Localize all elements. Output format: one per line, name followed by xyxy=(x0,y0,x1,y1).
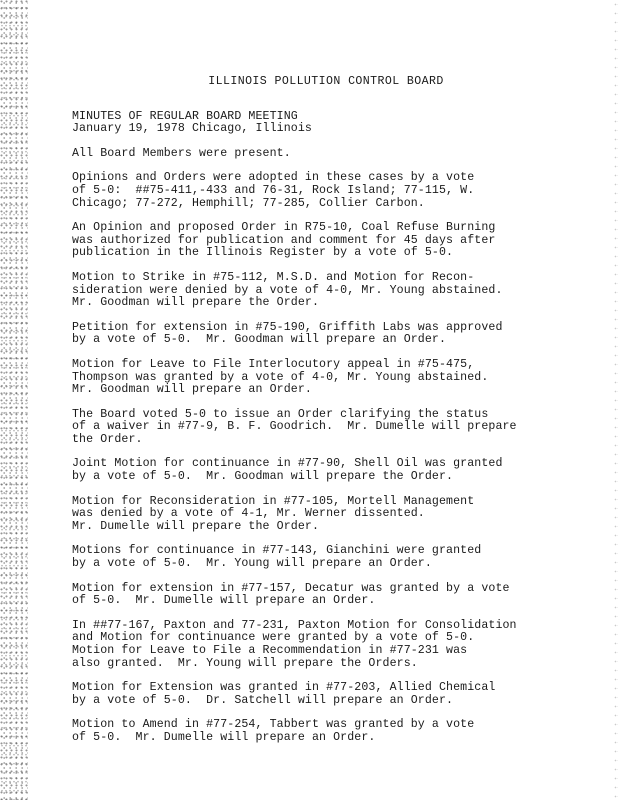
paragraph-line: Mr. Goodman will prepare an Order. xyxy=(72,383,312,397)
paragraph-line: was authorized for publication and comment for 45 days after xyxy=(72,233,496,247)
paragraph-line: of 5-0. Mr. Dumelle will prepare an Order. xyxy=(72,730,376,744)
paragraph-line: Motion to Amend in #77-254, Tabbert was granted by a vote xyxy=(72,718,475,732)
minutes-paragraph xyxy=(72,583,542,608)
scan-noise-left-edge xyxy=(0,0,28,800)
minutes-paragraph xyxy=(72,359,542,397)
paragraph-line: In ##77-167, Paxton and 77-231, Paxton Motion for Consolidation xyxy=(72,618,517,632)
paragraph-line: publication in the Illinois Register by a vote of 5-0. xyxy=(72,246,454,260)
document-title: ILLINOIS POLLUTION CONTROL BOARD xyxy=(208,75,444,88)
paragraph-line: sideration were denied by a vote of 4-0, Mr. Young abstained. xyxy=(72,283,503,297)
paragraph-line: Motions for continuance in #77-143, Gianchini were granted xyxy=(72,544,482,558)
paragraph-line: All Board Members were present. xyxy=(72,146,291,160)
paragraph-line: of a waiver in #77-9, B. F. Goodrich. Mr. Dumelle will prepare xyxy=(72,420,517,434)
document-body xyxy=(72,76,542,757)
minutes-paragraph xyxy=(72,272,542,310)
paragraph-line: by a vote of 5-0. Mr. Young will prepare an Order. xyxy=(72,557,432,571)
paragraph-line: Chicago; 77-272, Hemphill; 77-285, Collier Carbon. xyxy=(72,196,425,210)
paragraph-line: Motion for Reconsideration in #77-105, Mortell Management xyxy=(72,494,475,508)
minutes-paragraph xyxy=(72,458,542,483)
paragraph-line: Opinions and Orders were adopted in these cases by a vote xyxy=(72,171,475,185)
paragraph-line: of 5-0: ##75-411,-433 and 76-31, Rock Island; 77-115, W. xyxy=(72,183,475,197)
paragraph-line: Petition for extension in #75-190, Griffith Labs was approved xyxy=(72,320,503,334)
paragraph-line: the Order. xyxy=(72,432,143,446)
paragraph-line: and Motion for continuance were granted by a vote of 5-0. xyxy=(72,631,475,645)
minutes-paragraph xyxy=(72,172,542,210)
minutes-paragraph xyxy=(72,322,542,347)
paragraph-line: Joint Motion for continuance in #77-90, Shell Oil was granted xyxy=(72,457,503,471)
minutes-paragraph xyxy=(72,148,542,161)
minutes-paragraph xyxy=(72,409,542,447)
heading-date-line: January 19, 1978 Chicago, Illinois xyxy=(72,122,312,136)
minutes-paragraph xyxy=(72,682,542,707)
paragraph-line: Motion for extension in #77-157, Decatur was granted by a vote xyxy=(72,581,510,595)
minutes-paragraph xyxy=(72,620,542,670)
paragraph-line: Thompson was granted by a vote of 4-0, Mr. Young abstained. xyxy=(72,370,489,384)
paragraph-line: by a vote of 5-0. Dr. Satchell will prepare an Order. xyxy=(72,693,454,707)
minutes-paragraph xyxy=(72,719,542,744)
heading-line: MINUTES OF REGULAR BOARD MEETING xyxy=(72,109,298,123)
minutes-paragraphs xyxy=(72,148,542,745)
paragraph-line: by a vote of 5-0. Mr. Goodman will prepare the Order. xyxy=(72,470,454,484)
paragraph-line: also granted. Mr. Young will prepare the Orders. xyxy=(72,656,418,670)
meeting-heading xyxy=(72,111,542,136)
minutes-paragraph xyxy=(72,545,542,570)
minutes-paragraph xyxy=(72,496,542,534)
paragraph-line: Motion for Leave to File Interlocutory appeal in #75-475, xyxy=(72,357,475,371)
paragraph-line: An Opinion and proposed Order in R75-10, Coal Refuse Burning xyxy=(72,221,496,235)
paragraph-line: Motion to Strike in #75-112, M.S.D. and Motion for Recon- xyxy=(72,270,475,284)
paragraph-line: Motion for Leave to File a Recommendation in #77-231 was xyxy=(72,644,468,657)
paragraph-line: Motion for Extension was granted in #77-203, Allied Chemical xyxy=(72,681,496,695)
paragraph-line: Mr. Goodman will prepare the Order. xyxy=(72,296,320,310)
paragraph-line: The Board voted 5-0 to issue an Order clarifying the status xyxy=(72,407,489,421)
paragraph-line: Mr. Dumelle will prepare the Order. xyxy=(72,519,320,533)
minutes-paragraph xyxy=(72,222,542,260)
scan-noise-right-edge xyxy=(614,0,618,800)
paragraph-line: was denied by a vote of 4-1, Mr. Werner dissented. xyxy=(72,507,425,521)
paragraph-line: by a vote of 5-0. Mr. Goodman will prepare an Order. xyxy=(72,333,447,347)
paragraph-line: of 5-0. Mr. Dumelle will prepare an Order. xyxy=(72,594,376,608)
